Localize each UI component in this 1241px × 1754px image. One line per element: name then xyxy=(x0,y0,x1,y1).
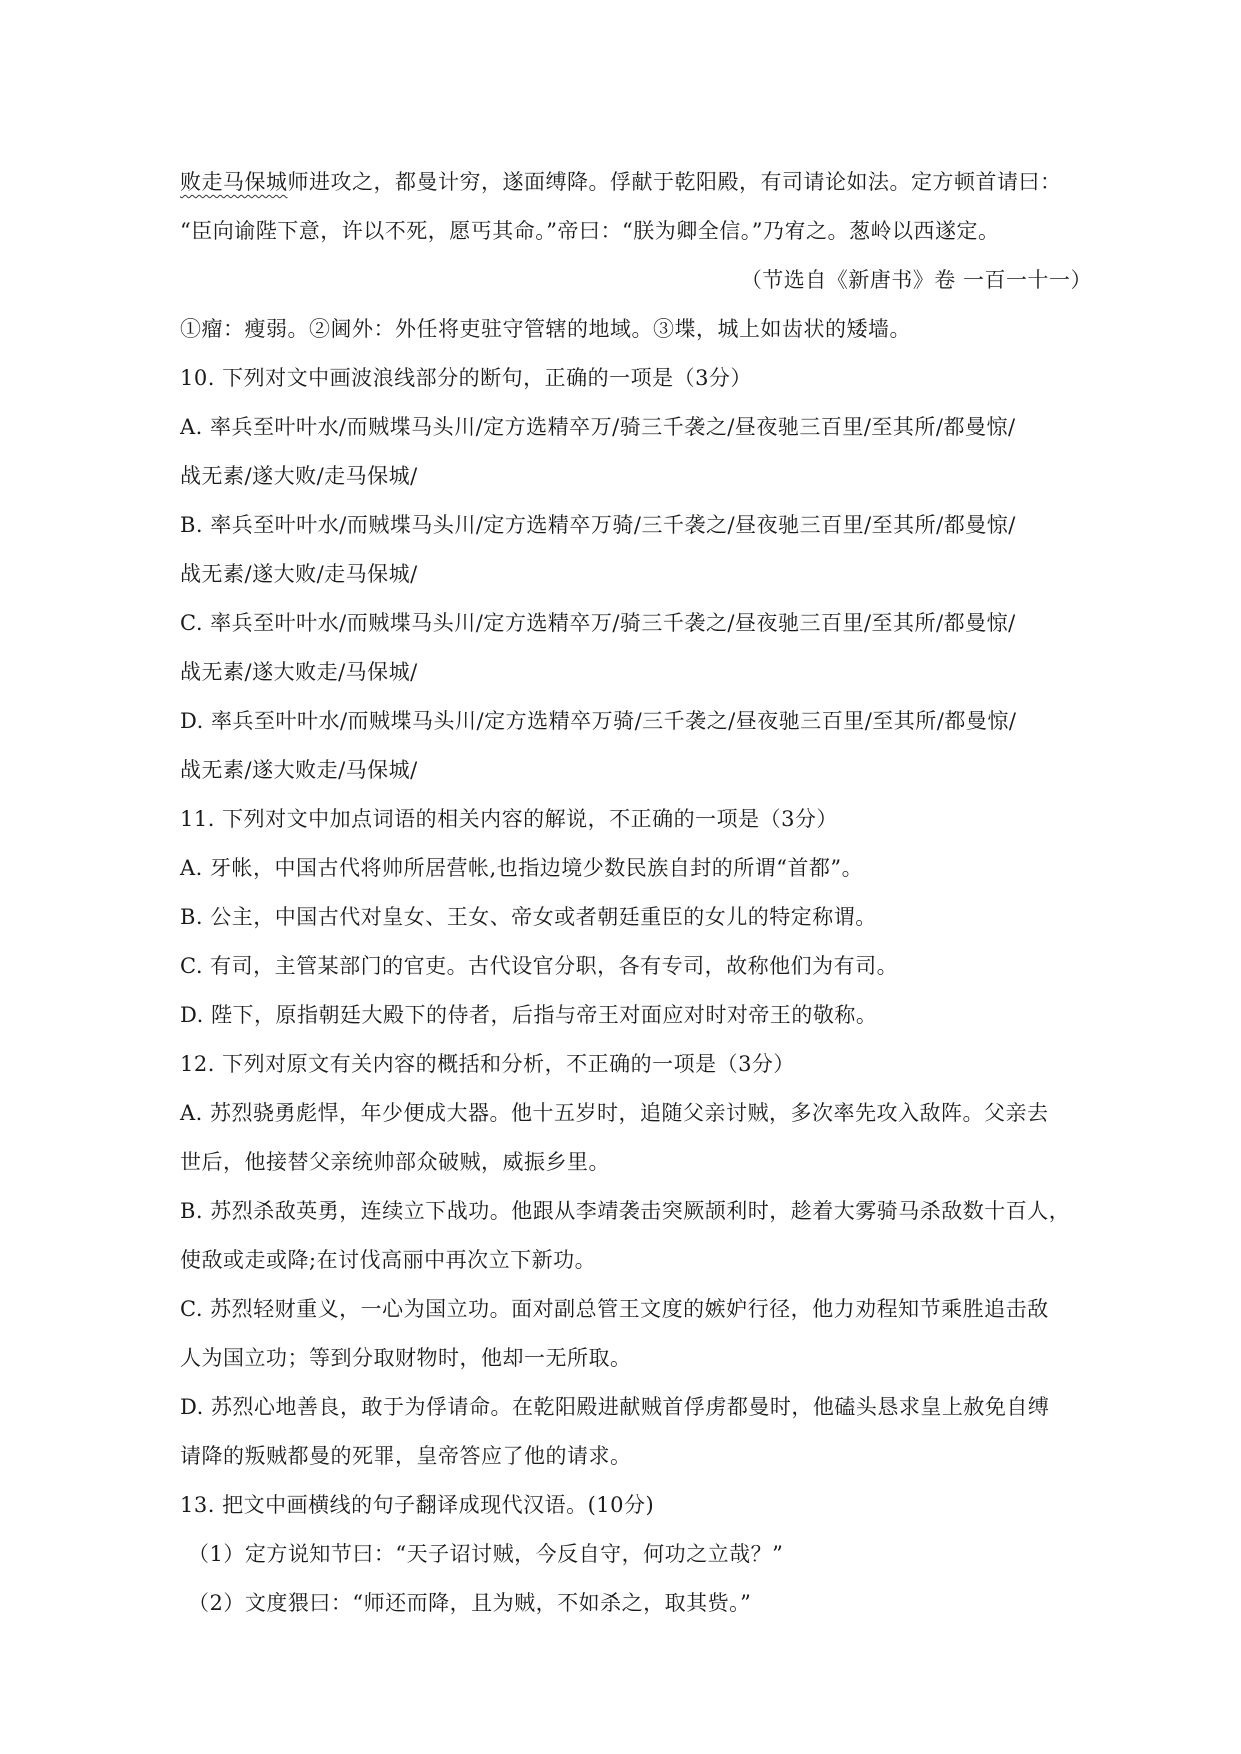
passage-line-1 xyxy=(180,158,1080,207)
passage-source: （节选自《新唐书》卷 一百一十一） xyxy=(740,268,1092,292)
question-12-stem: 12. 下列对原文有关内容的概括和分析，不正确的一项是（3分） xyxy=(180,1052,795,1076)
q10-option-d-line-1: D. 率兵至叶叶水/而贼堞马头川/定方选精卒万骑/三千袭之/昼夜驰三百里/至其所/都曼惊/ xyxy=(180,709,1017,733)
exam-page xyxy=(180,158,1092,1628)
q12-option-c-line-2: 人为国立功；等到分取财物时，他却一无所取。 xyxy=(180,1346,632,1370)
q10-option-b-line-1: B. 率兵至叶叶水/而贼堞马头川/定方选精卒万骑/三千袭之/昼夜驰三百里/至其所/都曼惊/ xyxy=(180,513,1016,537)
q10-option-b-line-2: 战无素/遂大败/走马保城/ xyxy=(180,562,418,586)
q11-option-b: B. 公主，中国古代对皇女、王女、帝女或者朝廷重臣的女儿的特定称谓。 xyxy=(180,905,877,929)
passage-line-2: “臣向谕陛下意，许以不死，愿丐其命。”帝曰：“朕为卿全信。”乃宥之。葱岭以西遂定。 xyxy=(180,219,1000,243)
q10-option-a-line-2: 战无素/遂大败/走马保城/ xyxy=(180,464,418,488)
question-10-stem: 10. 下列对文中画波浪线部分的断句，正确的一项是（3分） xyxy=(180,366,752,390)
q12-option-d-line-1: D. 苏烈心地善良，敢于为俘请命。在乾阳殿进献贼首俘虏都曼时，他磕头恳求皇上赦免自缚 xyxy=(180,1395,1050,1419)
q12-option-d-line-2: 请降的叛贼都曼的死罪，皇帝答应了他的请求。 xyxy=(180,1444,632,1468)
q10-option-c-line-1: C. 率兵至叶叶水/而贼堞马头川/定方选精卒万/骑三千袭之/昼夜驰三百里/至其所/都曼惊/ xyxy=(180,611,1016,635)
q12-option-b-line-2: 使敌或走或降;在讨伐高丽中再次立下新功。 xyxy=(180,1248,597,1272)
q10-option-d-line-2: 战无素/遂大败走/马保城/ xyxy=(180,758,418,782)
q13-item-2: （2）文度猥曰：“师还而降，且为贼，不如杀之，取其赀。” xyxy=(188,1591,752,1615)
q12-option-a-line-2: 世后，他接替父亲统帅部众破贼，威振乡里。 xyxy=(180,1150,610,1174)
question-11-stem: 11. 下列对文中加点词语的相关内容的解说，不正确的一项是（3分） xyxy=(180,807,838,831)
q11-option-c: C. 有司，主管某部门的官吏。古代设官分职，各有专司，故称他们为有司。 xyxy=(180,954,899,978)
wavy-underlined-text: 败走马保城 xyxy=(180,170,288,194)
q12-option-a-line-1: A. 苏烈骁勇彪悍，年少便成大器。他十五岁时，追随父亲讨贼，多次率先攻入敌阵。父亲去 xyxy=(180,1101,1049,1125)
q10-option-c-line-2: 战无素/遂大败走/马保城/ xyxy=(180,660,418,684)
passage-line-1-rest: 师进攻之，都曼计穷，遂面缚降。俘献于乾阳殿，有司请论如法。定方顿首请曰： xyxy=(287,170,1062,194)
q10-option-a-line-1: A. 率兵至叶叶水/而贼堞马头川/定方选精卒万/骑三千袭之/昼夜驰三百里/至其所/都曼惊/ xyxy=(180,415,1016,439)
q12-option-b-line-1: B. 苏烈杀敌英勇，连续立下战功。他跟从李靖袭击突厥颉利时，趁着大雾骑马杀敌数十百人， xyxy=(180,1199,1071,1223)
question-13-stem: 13. 把文中画横线的句子翻译成现代汉语。(10分) xyxy=(180,1493,655,1517)
q11-option-d: D. 陛下，原指朝廷大殿下的侍者，后指与帝王对面应对时对帝王的敬称。 xyxy=(180,1003,878,1027)
q13-item-1: （1）定方说知节曰：“天子诏讨贼，今反自守，何功之立哉？” xyxy=(188,1542,784,1566)
q12-option-c-line-1: C. 苏烈轻财重义，一心为国立功。面对副总管王文度的嫉妒行径，他力劝程知节乘胜追击敌 xyxy=(180,1297,1049,1321)
q11-option-a: A. 牙帐，中国古代将帅所居营帐,也指边境少数民族自封的所谓“首都”。 xyxy=(180,856,864,880)
passage-notes: ①瘤：瘦弱。②阃外：外任将吏驻守管辖的地域。③堞，城上如齿状的矮墙。 xyxy=(180,317,911,341)
